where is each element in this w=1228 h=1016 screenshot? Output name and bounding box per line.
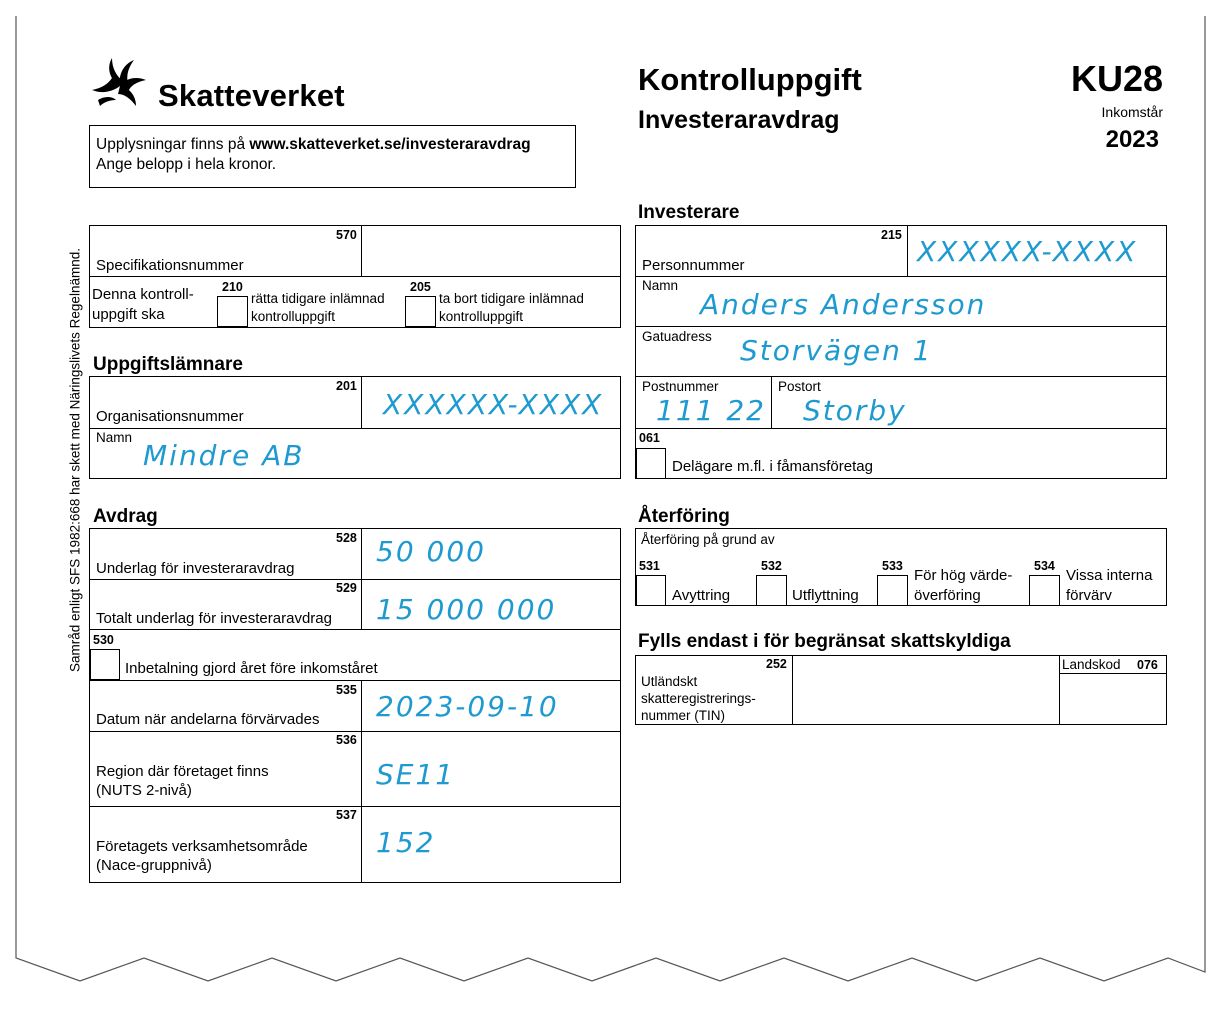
value-529[interactable]: 15 000 000 (376, 593, 557, 626)
code-201: 201 (336, 379, 357, 393)
c205-label-2: kontrolluppgift (439, 309, 524, 324)
code-205: 205 (410, 280, 431, 294)
landskod-input[interactable] (1061, 675, 1165, 723)
ska-label-1: Denna kontroll- (92, 286, 194, 303)
inv-name-value[interactable]: Anders Andersson (700, 288, 987, 321)
lamnare-name-label: Namn (96, 430, 133, 445)
aterforing-heading: Återföring (638, 506, 730, 527)
label-532: Utflyttning (792, 587, 859, 604)
owner-label: Delägare m.fl. i fåmansföretag (672, 458, 873, 475)
code-210: 210 (222, 280, 243, 294)
correct-checkbox[interactable] (217, 296, 248, 327)
code-530: 530 (93, 633, 114, 647)
ska-label-2: uppgift ska (92, 306, 165, 323)
value-536[interactable]: SE11 (376, 758, 456, 791)
code-076: 076 (1137, 658, 1158, 672)
addr-value[interactable]: Storvägen 1 (740, 334, 933, 367)
aterforing-sub: Återföring på grund av (641, 532, 775, 547)
label-531: Avyttring (672, 587, 731, 604)
code-529: 529 (336, 581, 357, 595)
code-061: 061 (639, 431, 660, 445)
year-label: Inkomstår (1101, 104, 1163, 120)
postnr-value[interactable]: 111 22 (656, 394, 766, 427)
tin-label-2: skatteregistrerings- (641, 691, 756, 706)
postnr-label: Postnummer (642, 379, 719, 394)
code-535: 535 (336, 683, 357, 697)
code-532: 532 (761, 559, 782, 573)
value-535[interactable]: 2023-09-10 (376, 690, 559, 723)
c205-label-1: ta bort tidigare inlämnad (439, 291, 584, 306)
tin-label-1: Utländskt (641, 674, 698, 689)
payment-prior-year-checkbox[interactable] (90, 649, 120, 680)
label-536-1: Region där företaget finns (96, 763, 269, 780)
internal-acquisition-checkbox[interactable] (1029, 575, 1060, 606)
label-535: Datum när andelarna förvärvades (96, 711, 320, 728)
code-252: 252 (766, 657, 787, 671)
skatteverket-logo (90, 56, 370, 112)
emigration-checkbox[interactable] (756, 575, 787, 606)
value-537[interactable]: 152 (376, 826, 436, 859)
value-transfer-checkbox[interactable] (877, 575, 908, 606)
info-line-1 (96, 136, 531, 154)
info-prefix: Upplysningar finns på (96, 136, 246, 153)
postort-value[interactable]: Storby (803, 394, 907, 427)
code-531: 531 (639, 559, 660, 573)
label-528: Underlag för investeraravdrag (96, 560, 295, 577)
lamnare-name-value[interactable]: Mindre AB (143, 439, 305, 472)
crown-swirl-icon (90, 56, 150, 110)
label-533-1: För hög värde- (914, 567, 1013, 584)
tin-input[interactable] (794, 657, 1057, 723)
info-url[interactable]: www.skatteverket.se/investeraravdrag (249, 136, 531, 153)
investerare-heading: Investerare (638, 202, 740, 223)
owner-checkbox[interactable] (636, 448, 666, 479)
code-536: 536 (336, 733, 357, 747)
info-line-2: Ange belopp i hela kronor. (96, 156, 277, 173)
side-regulation-text: Samråd enligt SFS 1982:668 har skett med Näringslivets Regelnämnd. (67, 248, 83, 672)
c210-label-2: kontrolluppgift (251, 309, 336, 324)
code-533: 533 (882, 559, 903, 573)
pnr-label: Personnummer (642, 257, 745, 274)
code-570: 570 (336, 228, 357, 242)
form-subtitle: Investeraravdrag (638, 106, 840, 134)
label-534-2: förvärv (1066, 587, 1112, 604)
delete-checkbox[interactable] (405, 296, 436, 327)
code-534: 534 (1034, 559, 1055, 573)
begransat-heading: Fylls endast i för begränsat skattskyldiga (638, 631, 1011, 652)
label-537-2: (Nace-gruppnivå) (96, 857, 212, 874)
c210-label-1: rätta tidigare inlämnad (251, 291, 385, 306)
code-215: 215 (881, 228, 902, 242)
tin-label-3: nummer (TIN) (641, 708, 725, 723)
uppgiftslamnare-heading: Uppgiftslämnare (93, 354, 243, 375)
code-537: 537 (336, 808, 357, 822)
label-534-1: Vissa interna (1066, 567, 1153, 584)
code-528: 528 (336, 531, 357, 545)
label-533-2: överföring (914, 587, 981, 604)
label-537-1: Företagets verksamhetsområde (96, 838, 308, 855)
landskod-label: Landskod (1062, 657, 1121, 672)
divestment-checkbox[interactable] (636, 575, 666, 606)
avdrag-heading: Avdrag (93, 506, 158, 527)
spec-label: Specifikationsnummer (96, 257, 244, 274)
addr-label: Gatuadress (642, 329, 712, 344)
skatteverket-wordmark: Skatteverket (158, 78, 345, 113)
form-title: Kontrolluppgift (638, 62, 862, 97)
label-529: Totalt underlag för investeraravdrag (96, 610, 332, 627)
org-label: Organisationsnummer (96, 408, 244, 425)
org-value[interactable]: XXXXXX-XXXX (383, 388, 604, 421)
postort-label: Postort (778, 379, 821, 394)
form-code: KU28 (1070, 58, 1163, 99)
label-530: Inbetalning gjord året före inkomståret (125, 660, 378, 677)
label-536-2: (NUTS 2-nivå) (96, 782, 192, 799)
spec-input[interactable] (363, 227, 619, 275)
value-528[interactable]: 50 000 (376, 535, 486, 568)
inv-name-label: Namn (642, 278, 679, 293)
income-year: 2023 (1105, 126, 1159, 153)
pnr-value[interactable]: XXXXXX-XXXX (917, 235, 1138, 268)
